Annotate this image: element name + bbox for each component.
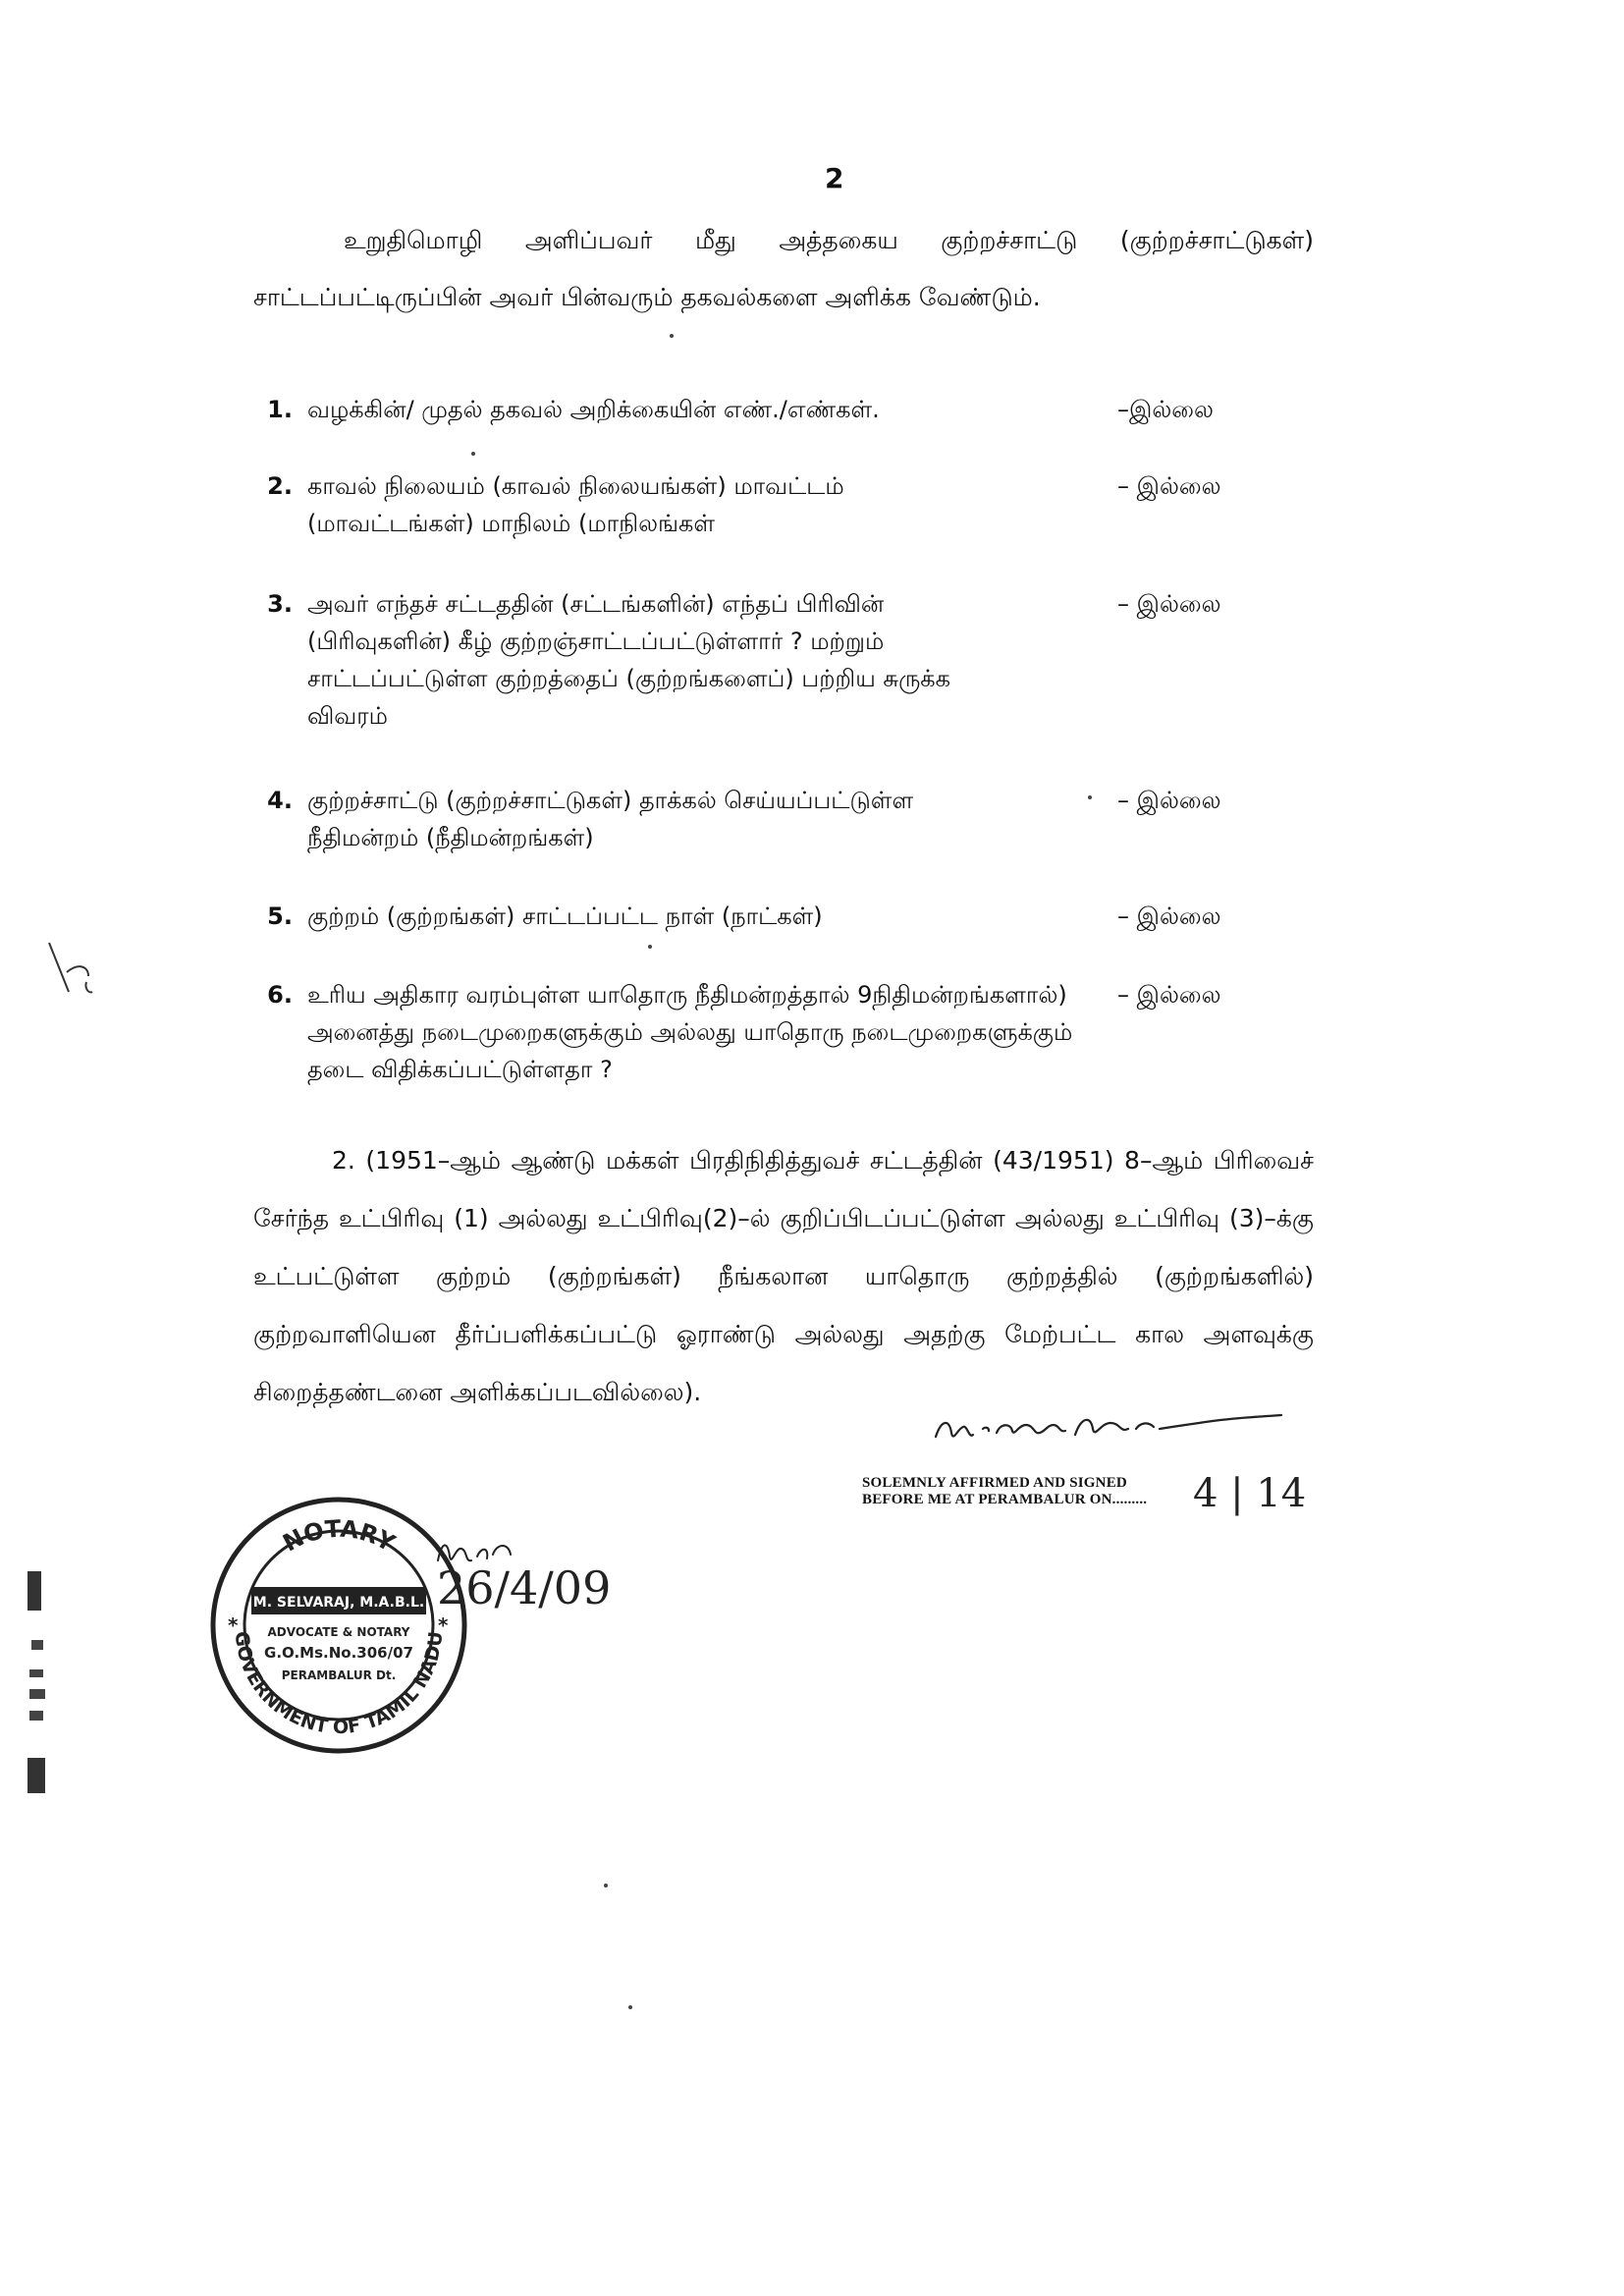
affirmation-line-2: BEFORE ME AT PERAMBALUR ON......... <box>862 1492 1148 1507</box>
item-text: குற்றம் (குற்றங்கள்) சாட்டப்பட்ட நாள் (நாட்கள்) <box>307 902 823 930</box>
item-number: 5. <box>267 902 293 930</box>
item-number: 3. <box>267 590 293 618</box>
item-number: 1. <box>267 396 293 423</box>
intro-paragraph: உறுதிமொழி அளிப்பவர் மீது அத்தகைய குற்றச்சாட்டு (குற்றச்சாட்டுகள்) சாட்டப்பட்டிருப்பின் அவர் பின்வரும் தகவல்களை அளிக்க வேண்டும். <box>253 226 1314 311</box>
stamp-go-number: G.O.Ms.No.306/07 <box>264 1644 413 1662</box>
list-item <box>253 585 1314 742</box>
item-answer: – இல்லை <box>1117 472 1221 500</box>
svg-text:NOTARY <box>278 1515 400 1558</box>
item-answer: – இல்லை <box>1117 590 1221 618</box>
svg-text:*: * <box>438 1613 449 1637</box>
affirmation-line-1: SOLEMNLY AFFIRMED AND SIGNED <box>862 1475 1127 1491</box>
list-item <box>253 467 1314 546</box>
item-text: குற்றச்சாட்டு (குற்றச்சாட்டுகள்) தாக்கல் செய்யப்பட்டுள்ள நீதிமன்றம் (நீதிமன்றங்கள்) <box>307 787 914 851</box>
item-number: 4. <box>267 787 293 814</box>
item-text: காவல் நிலையம் (காவல் நிலையங்கள்) மாவட்டம் (மாவட்டங்கள்) மாநிலம் (மாநிலங்கள் <box>307 472 844 537</box>
scan-edge-marks <box>18 1532 77 1807</box>
item-text: அவர் எந்தச் சட்டததின் (சட்டங்களின்) எந்தப் பிரிவின் (பிரிவுகளின்) கீழ் குற்றஞ்சாட்டப்பட்டுள்ளார் ? மற்றும் சாட்டப்பட்டுள்ள குற்றத்தைப் (குற்றங்களைப்) பற்றிய சுருக்க விவரம் <box>307 590 951 730</box>
declaration-paragraph: 2. (1951–ஆம் ஆண்டு மக்கள் பிரதிநிதித்துவச் சட்டத்தின் (43/1951) 8–ஆம் பிரிவைச் சேர்ந்த உட்பிரிவு (1) அல்லது உட்பிரிவு(2)–ல் குறிப்பிடப்பட்டுள்ள அல்லது உட்பிரிவு (3)–க்கு உட்பட்டுள்ள குற்றம் (குற்றங்கள்) நீங்கலான யாதொரு குற்றத்தில் (குற்றங்களில்) குற்றவாளியென தீர்ப்பளிக்கப்பட்டு ஓராண்டு அல்லது அதற்கு மேற்பட்ட கால அளவுக்கு சிறைத்தண்டனை அளிக்கப்படவில்லை). <box>253 1146 1314 1406</box>
affirmation-text <box>862 1475 1147 1508</box>
list-item <box>253 898 1314 937</box>
stamp-bottom-text: GOVERNMENT OF TAMIL NADU <box>230 1630 448 1739</box>
item-answer: –இல்லை <box>1117 396 1214 423</box>
list-item <box>253 391 1314 430</box>
affirmation-date-handwritten: 4 | 14 <box>1193 1471 1307 1516</box>
svg-text:*: * <box>228 1613 239 1637</box>
item-number: 2. <box>267 472 293 500</box>
page-number: 2 <box>825 162 844 194</box>
item-number: 6. <box>267 981 293 1009</box>
item-text: உரிய அதிகார வரம்புள்ள யாதொரு நீதிமன்றத்தால் 9நிதிமன்றங்களால்) அனைத்து நடைமுறைகளுக்கும் அல்லது யாதொரு நடைமுறைகளுக்கும் தடை விதிக்கப்பட்டுள்ளதா ? <box>307 981 1073 1083</box>
signature <box>928 1399 1291 1458</box>
stamp-top-text: NOTARY <box>278 1514 400 1558</box>
margin-scribble <box>39 933 98 1011</box>
item-answer: – இல்லை <box>1117 981 1221 1009</box>
item-answer: – இல்லை <box>1117 787 1221 814</box>
stamp-role: ADVOCATE & NOTARY <box>267 1625 410 1639</box>
stamp-name: M. SELVARAJ, M.A.B.L. <box>252 1595 425 1611</box>
notary-date-handwritten: 26/4/09 <box>437 1561 612 1614</box>
list-item <box>253 976 1314 1094</box>
item-text: வழக்கின்/ முதல் தகவல் அறிக்கையின் எண்./எண்கள். <box>307 396 880 423</box>
list-item <box>253 782 1314 860</box>
item-answer: – இல்லை <box>1117 902 1221 930</box>
stamp-place: PERAMBALUR Dt. <box>281 1668 397 1682</box>
